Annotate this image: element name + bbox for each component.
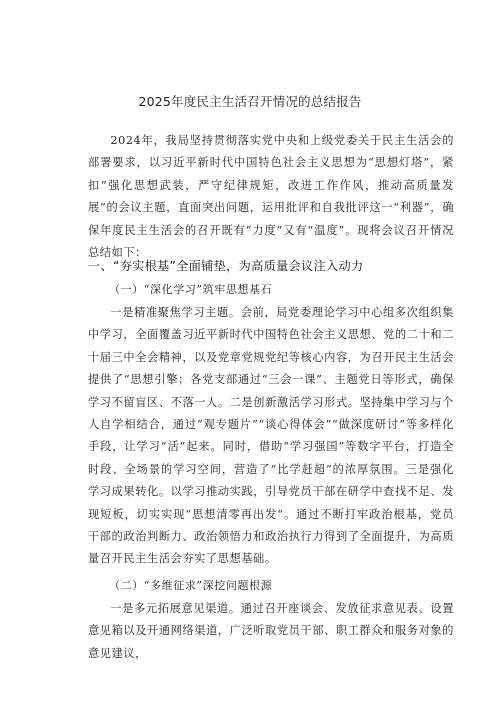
section-heading-1: 一、“夯实根基”全面铺垫，为高质量会议注入动力 bbox=[88, 259, 364, 273]
subsection-2-paragraph: 一是多元拓展意见渠道。通过召开座谈会、发放征求意见表、设置意见箱以及开通网络渠道，广泛听取党员干部、职工群众和服务对象的意见建议， bbox=[88, 602, 454, 660]
intro-paragraph-block bbox=[88, 130, 454, 264]
subsection-2-body-block bbox=[88, 598, 454, 665]
intro-paragraph: 2024年，我局坚持贯彻落实党中央和上级党委关于民主生活会的部署要求，以习近平新时代中国特色社会主义思想为“思想灯塔”，紧扣“强化思想武装，严守纪律规矩，改进工作作风，推动高质量发展”的会议主题，直面突出问题，运用批评和自我批评这一“利器”，确保年度民主生活会的召开既有“力度”又有“温度”。现将会议召开情况总结如下： bbox=[88, 134, 454, 260]
document-title: 2025年度民主生活召开情况的总结报告 bbox=[138, 94, 362, 109]
subsection-heading-2: （二）“多维征求”深挖问题根源 bbox=[109, 579, 273, 592]
subsection-heading-1: （一）“深化学习”筑牢思想基石 bbox=[109, 283, 273, 296]
subsection-1-paragraph: 一是精准聚焦学习主题。会前，局党委理论学习中心组多次组织集中学习，全面覆盖习近平新时代中国特色社会主义思想、党的二十和二十届三中全会精神，以及党章党规党纪等核心内容，为召开民主生活会提供了“思想引擎；各党支部通过“三会一课”、主题党日等形式，确保学习不留盲区、不落一人。二是创新激活学习形式。坚持集中学习与个人自学相结合，通过“观专题片”“谈心得体会”“做深度研讨”等多样化手段，让学习“活”起来。同时，借助“学习强国”等数字平台，打造全时段、全场景的学习空间，营造了“比学赶超”的浓厚氛围。三是强化学习成果转化。以学习推动实践，引导党员干部在研学中查找不足、发现短板，切实实现“思想清零再出发“。通过不断打牢政治根基，党员干部的政治判断力、政治领悟力和政治执行力得到了全面提升，为高质量召开民主生活会夯实了思想基础。 bbox=[88, 306, 454, 566]
subsection-1-body-block bbox=[88, 302, 454, 571]
